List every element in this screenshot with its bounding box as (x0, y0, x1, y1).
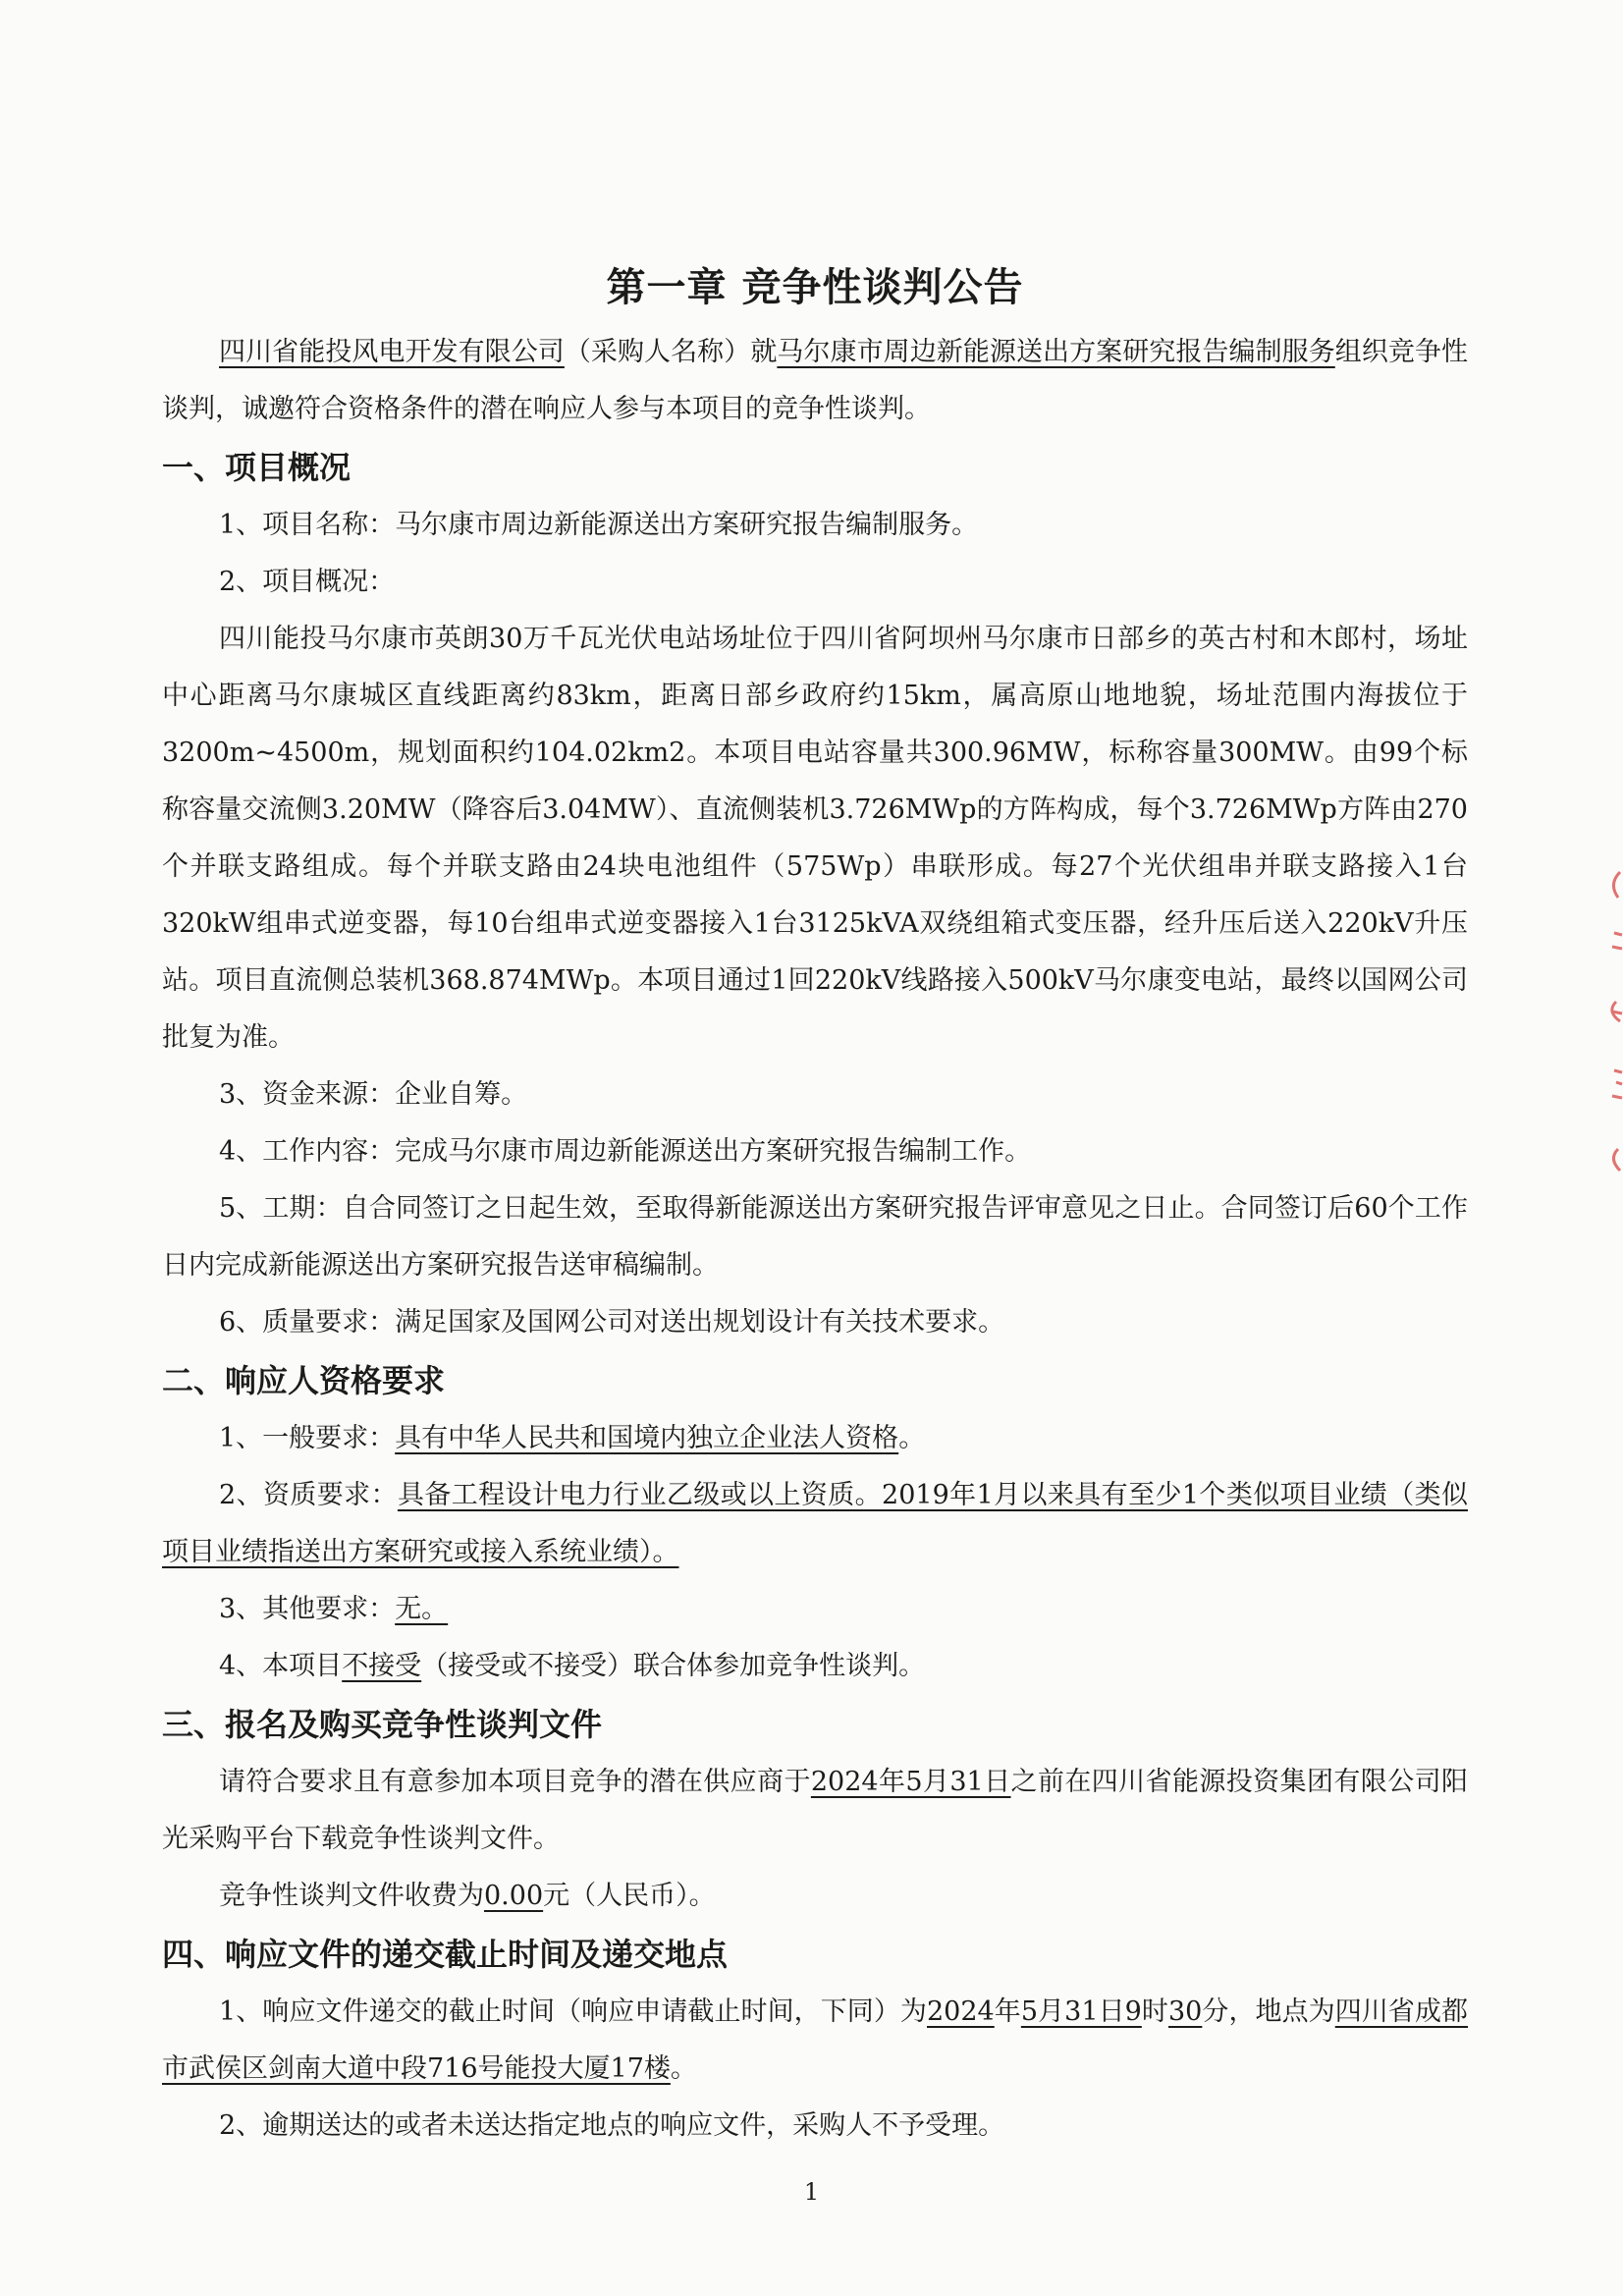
s2-item4-a: 4、本项目 (219, 1651, 343, 1681)
s2-item3-label: 3、其他要求： (219, 1594, 396, 1624)
s4-p1-year: 2024 (927, 1996, 995, 2027)
intro-paragraph (162, 324, 1468, 438)
s3-p1 (162, 1754, 1468, 1868)
s2-item1-end: 。 (898, 1423, 926, 1453)
s2-item2 (162, 1467, 1468, 1581)
s3-p1-b: 之前在四川省能源投资集团有限公司阳光采购平台下载竞争性谈判文件。 (162, 1767, 1469, 1854)
s2-item1-value: 具有中华人民共和国境内独立企业法人资格 (395, 1423, 899, 1453)
s2-item4-value: 不接受 (342, 1651, 422, 1681)
purchaser-name: 四川省能投风电开发有限公司 (219, 337, 565, 367)
section3-heading: 三、报名及购买竞争性谈判文件 (162, 1706, 603, 1743)
s2-item1-label: 1、一般要求： (219, 1423, 396, 1453)
s4-p1-y: 年 (994, 1996, 1021, 2027)
page-title: 第一章 竞争性谈判公告 (606, 265, 1024, 310)
page-number: 1 (803, 2178, 820, 2206)
s4-p2: 2、逾期送达的或者未送达指定地点的响应文件，采购人不予受理。 (219, 2110, 1005, 2141)
s2-item4-b: （接受或不接受）联合体参加竞争性谈判。 (421, 1651, 926, 1681)
intro-rest: 组织竞争性谈判，诚邀符合资格条件的潜在响应人参与本项目的竞争性谈判。 (162, 337, 1469, 424)
s4-p1-md: 5月31日9 (1020, 1996, 1142, 2027)
s1-item6: 6、质量要求：满足国家及国网公司对送出规划设计有关技术要求。 (219, 1307, 1005, 1338)
s4-p1-a: 1、响应文件递交的截止时间（响应申请截止时间，下同）为 (219, 1996, 927, 2027)
s4-p1-min: 30 (1167, 1996, 1203, 2027)
document-content (162, 253, 1468, 2155)
s3-p2-a: 竞争性谈判文件收费为 (219, 1881, 484, 1911)
s1-item3: 3、资金来源：企业自筹。 (219, 1079, 528, 1110)
s4-p1-end: 。 (670, 2053, 697, 2084)
s3-p1-a: 请符合要求且有意参加本项目竞争的潜在供应商于 (219, 1767, 811, 1797)
section1-heading: 一、项目概况 (162, 449, 352, 486)
s3-p2-b: 元（人民币）。 (543, 1881, 716, 1911)
s1-item5: 5、工期：自合同签订之日起生效，至取得新能源送出方案研究报告评审意见之日止。合同签订后60个工作日内完成新能源送出方案研究报告送审稿编制。 (162, 1193, 1468, 1281)
s1-item2: 2、项目概况： (219, 567, 396, 597)
s1-overview: 四川能投马尔康市英朗30万千瓦光伏电站场址位于四川省阿坝州马尔康市日部乡的英古村和木郎村，场址中心距离马尔康城区直线距离约83km，距离日部乡政府约15km，属高原山地地貌，场址范围内海拔位于3200m~4500m，规划面积约104.02km2。本项目电站容量共300.96MW，标称容量300MW。由99个标称容量交流侧3.20MW（降容后3.04MW）、直流侧装机3.726MWp的方阵构成，每个3.726MWp方阵由270个并联支路组成。每个并联支路由24块电池组件（575Wp）串联形成。每27个光伏组串并联支路接入1台320kW组串式逆变器，每10台组串式逆变器接入1台3125kVA双绕组箱式变压器，经升压后送入220kV升压站。项目直流侧总装机368.874MWp。本项目通过1回220kV线路接入500kV马尔康变电站，最终以国网公司批复为准。 (162, 624, 1468, 1053)
s2-item3-value: 无。 (395, 1594, 449, 1624)
section4-heading: 四、响应文件的递交截止时间及递交地点 (162, 1936, 729, 1973)
s1-item4: 4、工作内容：完成马尔康市周边新能源送出方案研究报告编制工作。 (219, 1136, 1032, 1167)
s3-p1-date: 2024年5月31日 (810, 1767, 1011, 1797)
section2-heading: 二、响应人资格要求 (162, 1362, 446, 1399)
s3-p2 (162, 1868, 1468, 1925)
s4-p1-place: 四川省成都市武侯区剑南大道中段716号能投大厦17楼 (162, 1996, 1469, 2084)
s2-item1 (162, 1410, 1468, 1467)
s2-item2-label: 2、资质要求： (219, 1480, 398, 1510)
s2-item3 (162, 1581, 1468, 1638)
seal-stamp-edge-icon (1602, 864, 1623, 1178)
s4-p1-c: 分，地点为 (1202, 1996, 1335, 2027)
s2-item2-value: 具备工程设计电力行业乙级或以上资质。2019年1月以来具有至少1个类似项目业绩（类似项目业绩指送出方案研究或接入系统业绩）。 (162, 1480, 1468, 1567)
purchaser-note: （采购人名称）就 (564, 337, 778, 367)
s1-item1: 1、项目名称：马尔康市周边新能源送出方案研究报告编制服务。 (219, 510, 979, 540)
s4-p1 (162, 1984, 1468, 2098)
project-name: 马尔康市周边新能源送出方案研究报告编制服务 (777, 337, 1335, 367)
s2-item4 (162, 1638, 1468, 1695)
s3-p2-fee: 0.00 (484, 1881, 544, 1911)
s4-p1-h: 时 (1141, 1996, 1168, 2027)
